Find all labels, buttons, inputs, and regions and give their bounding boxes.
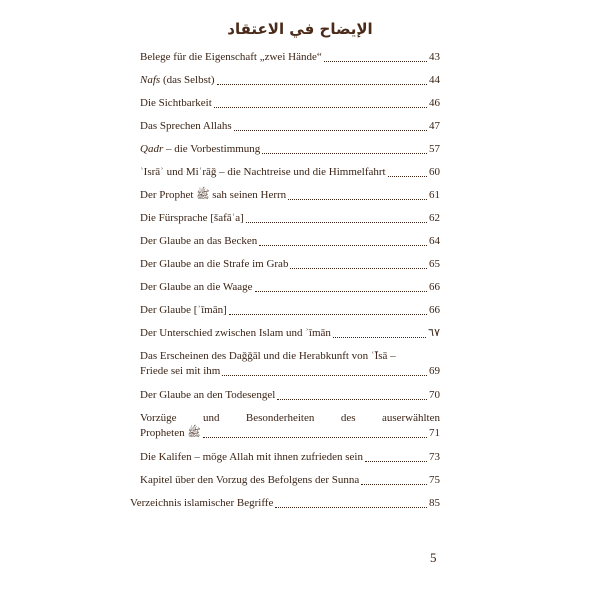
toc-entry (140, 473, 440, 488)
toc-entry-title: Verzeichnis islamischer Begriffe (130, 497, 274, 509)
word: des (340, 412, 356, 424)
toc-entry-title: ʾIsrāʾ und Miʿrāǧ – die Nachtreise und die Himmelfahrt (140, 166, 386, 178)
toc-entry (140, 119, 440, 134)
toc-entry-title: Belege für die Eigenschaft „zwei Hände“ (140, 51, 322, 63)
toc-entry-title: Die Fürsprache [šafāʿa] (140, 212, 244, 224)
toc-entry-title: Der Glaube an den Todesengel (140, 389, 276, 401)
word: Besonderheiten (245, 412, 315, 424)
toc-entry (140, 96, 440, 111)
dot-leader (217, 84, 427, 85)
toc-entry-page: 73 (429, 451, 440, 463)
toc-entry (140, 349, 440, 379)
toc-entry-title: Qadr – die Vorbestimmung (140, 143, 261, 155)
toc-entry (140, 326, 440, 341)
page-number: 5 (430, 550, 437, 565)
toc-entry-title: Der Prophet ﷺ sah seinen Herrn (140, 189, 287, 201)
dot-leader (214, 107, 427, 108)
toc-entry (140, 303, 440, 318)
toc-entry-title-line2: Friede sei mit ihm (140, 365, 221, 377)
dot-leader (361, 484, 427, 485)
word: und (202, 412, 220, 424)
toc-entry-page: 57 (429, 143, 440, 155)
toc-entry (130, 496, 440, 511)
toc-entry-title: Der Unterschied zwischen Islam und ʾīmān (140, 327, 331, 339)
transliterated-term: Nafs (140, 74, 161, 86)
toc-entry-page: 44 (429, 74, 440, 86)
dot-leader (324, 61, 427, 62)
toc-entry-title: Die Kalifen – möge Allah mit ihnen zufrieden sein (140, 451, 363, 463)
toc-entry-page: 60 (429, 166, 440, 178)
toc-entry-title-line1: Das Erscheinen des Daǧǧāl und die Herabkunft von ʿĪsā – (140, 350, 396, 362)
dot-leader (262, 153, 427, 154)
dot-leader (203, 437, 427, 438)
toc-entry (140, 142, 440, 157)
dot-leader (277, 399, 427, 400)
toc-entry-title: Das Sprechen Allahs (140, 120, 232, 132)
toc-entry (140, 188, 440, 203)
toc-entry-page: 61 (429, 189, 440, 201)
toc-entry (140, 257, 440, 272)
toc-entry-page: 75 (429, 474, 440, 486)
toc-entry (140, 50, 440, 65)
toc-entry-title: Kapitel über den Vorzug des Befolgens der Sunna (140, 474, 360, 486)
toc-entry-page: 64 (429, 235, 440, 247)
toc-entry-title: Nafs (das Selbst) (140, 74, 215, 86)
toc-entry-page: 66 (429, 304, 440, 316)
toc-entry-title-line2: Propheten ﷺ (140, 427, 201, 439)
toc-entry (140, 165, 440, 180)
toc-entry-page: 66 (429, 281, 440, 293)
dot-leader (222, 375, 427, 376)
word: auserwählten (381, 412, 440, 424)
toc-entry (140, 234, 440, 249)
toc-entry-page: 71 (429, 427, 440, 439)
toc-entry-page: ٦٧ (428, 327, 440, 339)
toc-entry-page: 85 (429, 497, 440, 509)
toc-entry (140, 280, 440, 295)
word: Vorzüge (140, 412, 177, 424)
dot-leader (246, 222, 427, 223)
toc-entry-page: 46 (429, 97, 440, 109)
dot-leader (234, 130, 427, 131)
toc-entry (140, 450, 440, 465)
toc-entry-title: Die Sichtbarkeit (140, 97, 212, 109)
dot-leader (288, 199, 427, 200)
dot-leader (259, 245, 427, 246)
toc-entry-title: Der Glaube [ʾīmān] (140, 304, 227, 316)
toc-entry-page: 70 (429, 389, 440, 401)
toc-entry-title-line1 (140, 411, 440, 426)
toc-entry (140, 388, 440, 403)
running-header: الإيضاح في الاعتقاد (227, 20, 373, 38)
transliterated-term: Qadr (140, 143, 164, 155)
toc-entry-title: Der Glaube an die Strafe im Grab (140, 258, 289, 270)
dot-leader (388, 176, 427, 177)
toc-entry-page: 69 (429, 365, 440, 377)
toc-entry (140, 211, 440, 226)
dot-leader (365, 461, 427, 462)
toc-entry-page: 62 (429, 212, 440, 224)
toc-entry-page: 47 (429, 120, 440, 132)
toc-entry-title: Der Glaube an das Becken (140, 235, 258, 247)
toc-entry-title: Der Glaube an die Waage (140, 281, 253, 293)
dot-leader (255, 291, 427, 292)
dot-leader (229, 314, 427, 315)
dot-leader (333, 337, 426, 338)
dot-leader (290, 268, 427, 269)
toc-entry (140, 411, 440, 441)
toc-entry (140, 73, 440, 88)
toc-entry-page: 65 (429, 258, 440, 270)
dot-leader (275, 507, 427, 508)
toc-entry-page: 43 (429, 51, 440, 63)
